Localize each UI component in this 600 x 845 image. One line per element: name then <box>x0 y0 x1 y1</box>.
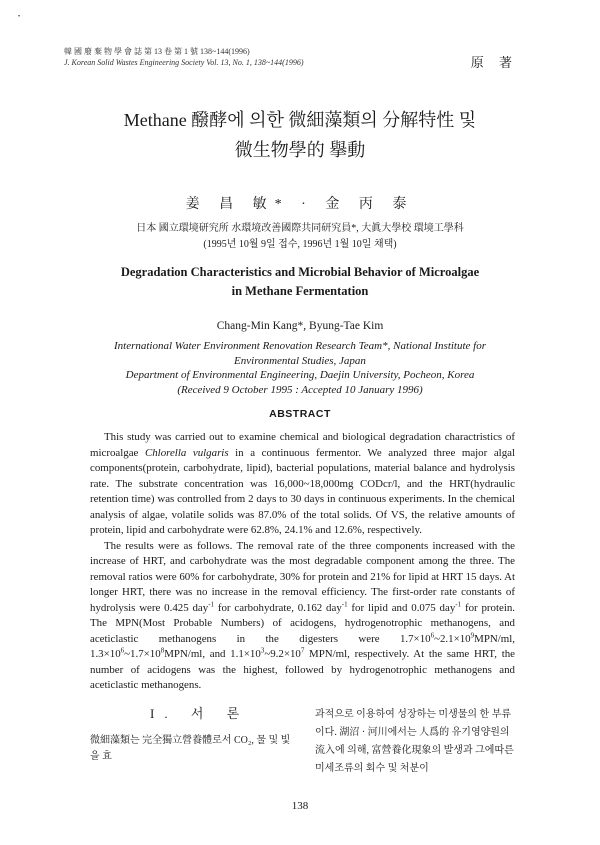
english-affiliation <box>90 339 510 397</box>
english-title-line-1: Degradation Characteristics and Microbial Behavior of Microalgae <box>120 265 480 279</box>
english-authors: Chang-Min Kang*, Byung-Tae Kim <box>216 320 384 332</box>
korean-authors: 姜 昌 敏* · 金 丙 泰 <box>185 197 415 212</box>
english-title-line-2: in Methane Fermentation <box>231 284 369 298</box>
journal-name-korean: 韓 國 廢 棄 物 學 會 誌 第 13 卷 第 1 號 138~144(1996) <box>64 47 250 56</box>
article-type-label: 原 著 <box>470 55 518 70</box>
journal-header <box>64 46 304 68</box>
abstract-heading: ABSTRACT <box>269 408 331 420</box>
scan-speck: • <box>18 14 21 20</box>
korean-affiliation: 日本 國立環境研究所 水環境改善國際共同研究員*, 大眞大學校 環境工學科 <box>136 223 464 234</box>
abstract-paragraph-1: This study was carried out to examine chemical and biological degradation charactristics of microalgae Chlorella vulgaris in a continuous fermentor. We analyzed three major algal components(protein, carbohydrate, lipid), bacterial populations, material balance and hydrolysis rate. The substrate concentration was 16,000~18,000mg CODcr/l, and the HRT(hydraulic retention time) was controlled from 2 days to 30 days in continuous experiments. In the chemical analysis of algae, volatile solids was 87.0% of the total solids. Of VS, the relative amounts of protein, lipid and carbohydrate were 62.8%, 24.1% and 12.6%, respectively. <box>90 431 515 536</box>
abstract-paragraph-2: The results were as follows. The removal rate of the three components increased with the increase of HRT, and carbohydrate was the most degradable component among the three. The removal ratios were 60% for carbohydrate, 30% for protein and 21% for lipid at HRT 15 days. At longer HRT, there was no increase in the removal efficiency. The first-order rate constants of hydrolysis were 0.425 day$^{-1}$ for carbohydrate, 0.162 day$^{-1}$ for lipid and 0.075 day$^{-1}$ for protein. The MPN(Most Probable Numbers) of acidogens, hydrogenotrophic methanogens, and aceticlastic methanogens in the digesters were $1.7\times 10^6\sim 2.1\times 10^9MPN/ml$, $1.3\times 10^6\sim 1.7\times 10^8MPN/ml$, and $1.1\times 10^3\sim 9.2\times 10^7$ MPN/ml, respectively. At the same HRT, the number of acidogens was the highest, followed by hydrogenotrophic methanogens and aceticlastic methanogens. <box>90 539 516 691</box>
journal-name-english: J. Korean Solid Wastes Engineering Society Vol. 13, No. 1, 138~144(1996) <box>64 58 304 67</box>
korean-title-line-2: 微生物學的 擧動 <box>234 140 366 160</box>
section-heading-introduction: I. 서 론 <box>150 706 250 721</box>
korean-received-date: (1995년 10월 9일 접수, 1996년 1월 10일 채택) <box>203 239 397 250</box>
abstract-body <box>90 430 515 694</box>
body-right-column: 과적으로 이용하여 성장하는 미생물의 한 부류이다. 湖沼 · 河川에서는 人爲的 유기영양원의 流入에 의해, 富營養化現象의 발생과 그에따른 미세조류의 회수 및 처분이 <box>315 709 514 774</box>
body-left-column: 微細藻類는 完全獨立營養體로서 CO₂, 물 및 빛을 효 <box>90 735 291 762</box>
english-title <box>0 263 600 301</box>
affiliation-line-2: Environmental Studies, Japan <box>234 354 366 367</box>
korean-title-line-1: Methane 醱酵에 의한 微細藻類의 分解特性 및 <box>123 110 477 130</box>
affiliation-line-3: Department of Environmental Engineering, Daejin University, Pocheon, Korea <box>125 369 475 381</box>
korean-title <box>0 105 600 165</box>
species-name: Chlorella vulgaris <box>144 446 229 459</box>
page-number: 138 <box>291 800 309 812</box>
english-received-date: (Received 9 October 1995 : Accepted 10 January 1996) <box>177 383 423 396</box>
affiliation-line-1: International Water Environment Renovation Research Team*, National Institute for <box>113 340 487 352</box>
